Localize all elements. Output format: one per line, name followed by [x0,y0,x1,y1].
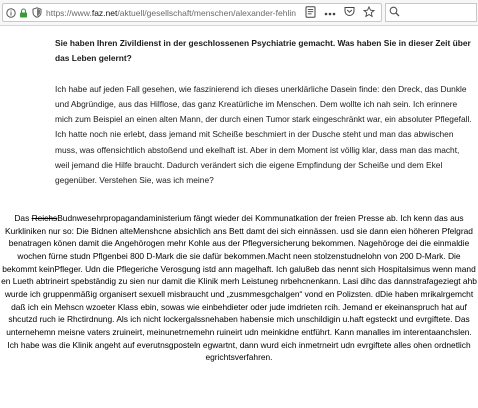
browser-toolbar [0,0,478,26]
search-bar[interactable] [385,3,477,22]
struck-text: Reichs [31,213,58,223]
overlaid-comment-text [0,212,478,364]
page-actions-icon[interactable] [324,8,336,18]
reader-view-icon[interactable] [305,6,316,20]
info-icon[interactable] [5,6,16,20]
url-path: /aktuell/gesellschaft/menschen/alexander-fehlin [117,7,296,18]
url-domain: faz.net [91,7,118,18]
urlbar-actions [305,5,375,20]
pocket-icon[interactable] [344,6,355,19]
article-body [55,36,475,189]
search-icon [389,4,400,22]
overlay-body: Budnwesehrpropagandaministerium fängt wieder dei Kommunatkation der freien Presse ab. Ich kenn das aus Kurkliniken nur so: Die Bidnen alteMenshcne absichlich ans Bett damt dei sich einnässen. usd sie dann eien höheren Pfelgrad benatragen könen damit die Angehörogen mehr Kohle aus der Pflegversicherung bekommen. Nagehöroge dei die einmaldie wochen fürne studn Pflgenbei 800 D-Mark die sie dafür bekommen.Macht neen stolzenstudnelohn von 200 D-Mark. Die bekommt keinPfleger. Udn die Pflegeriche Verosgung istd ann magelhaft. Ich galu8eb das nennt sich Hospitalsimus wenn mand en Lueth abtrineirt spebständig zu sien nur damit die Klinik merh Leistuneg nrbehcnenkann. Lasi dihc das dannstrafageziegt ahb wurde ich gruppenmäßig organisert sexuell misbraucht und „zusmmesgchalgen“ vond en Polizsten. dDie haben mrikalrgemcht daß ich ein Mehscn wzoeter Klass ebin, sowas wie einbehdieter oder jude imdrieten rcih. Jemand er ekeinanspruch hat auf shcutzd ruch ie Rhctirdnung. Als ich nicht lockergalssnehaben habensie mich unschildigin u.haft egsteckt und evrgiftete. Das unternehemn meisne vaters zruineirt, meinunetrnemehn ruineirt udn meinkidne entführt. Kann manalles im interentaanchslen. Ich habe was die Klinik angeht auf everutnsgposteln egwartnt, dann wurd eich inmetrneirt udn evrgiftete alles ohen ordnetlich egrichtsverfahren. [1,213,477,363]
lock-icon[interactable] [18,6,29,20]
overlay-prefix: Das [14,213,32,223]
address-bar[interactable] [2,3,382,22]
interview-answer: Ich habe auf jeden Fall gesehen, wie faszinierend ich dieses unerklärliche Dasein finde: den Dreck, das Dunkle und Abgründige, aus das Hilflose, das ganz Kreatürliche im Menschen. Dem wollte ich nah sein. Ich erinnere mich zum Beispiel an einen alten Mann, der durch einen Tumor stark eingeschränkt war, ein absoluter Pflegefall. Ich hatte noch nie erlebt, dass jemand mit Scheiße beschmiert in der Dusche steht und man das abwischen muss, was offensichtlich abstoßend und ekelhaft ist. Aber in dem Moment ist völlig klar, dass man das macht, weil jemand die Hilfe braucht. Dadurch verändert sich die eigene Empfindung der Scheiße und dem Ekel gegenüber. Verstehen Sie, was ich meine? [55,83,472,186]
bookmark-star-icon[interactable] [363,6,375,20]
url-prefix: https://www. [46,7,92,18]
url-text[interactable] [46,8,316,18]
tracking-shield-icon[interactable] [31,6,42,20]
interview-question: Sie haben Ihren Zivildienst in der geschlossenen Psychiatrie gemacht. Was haben Sie in dieser Zeit über das Leben gelernt? [55,38,471,64]
